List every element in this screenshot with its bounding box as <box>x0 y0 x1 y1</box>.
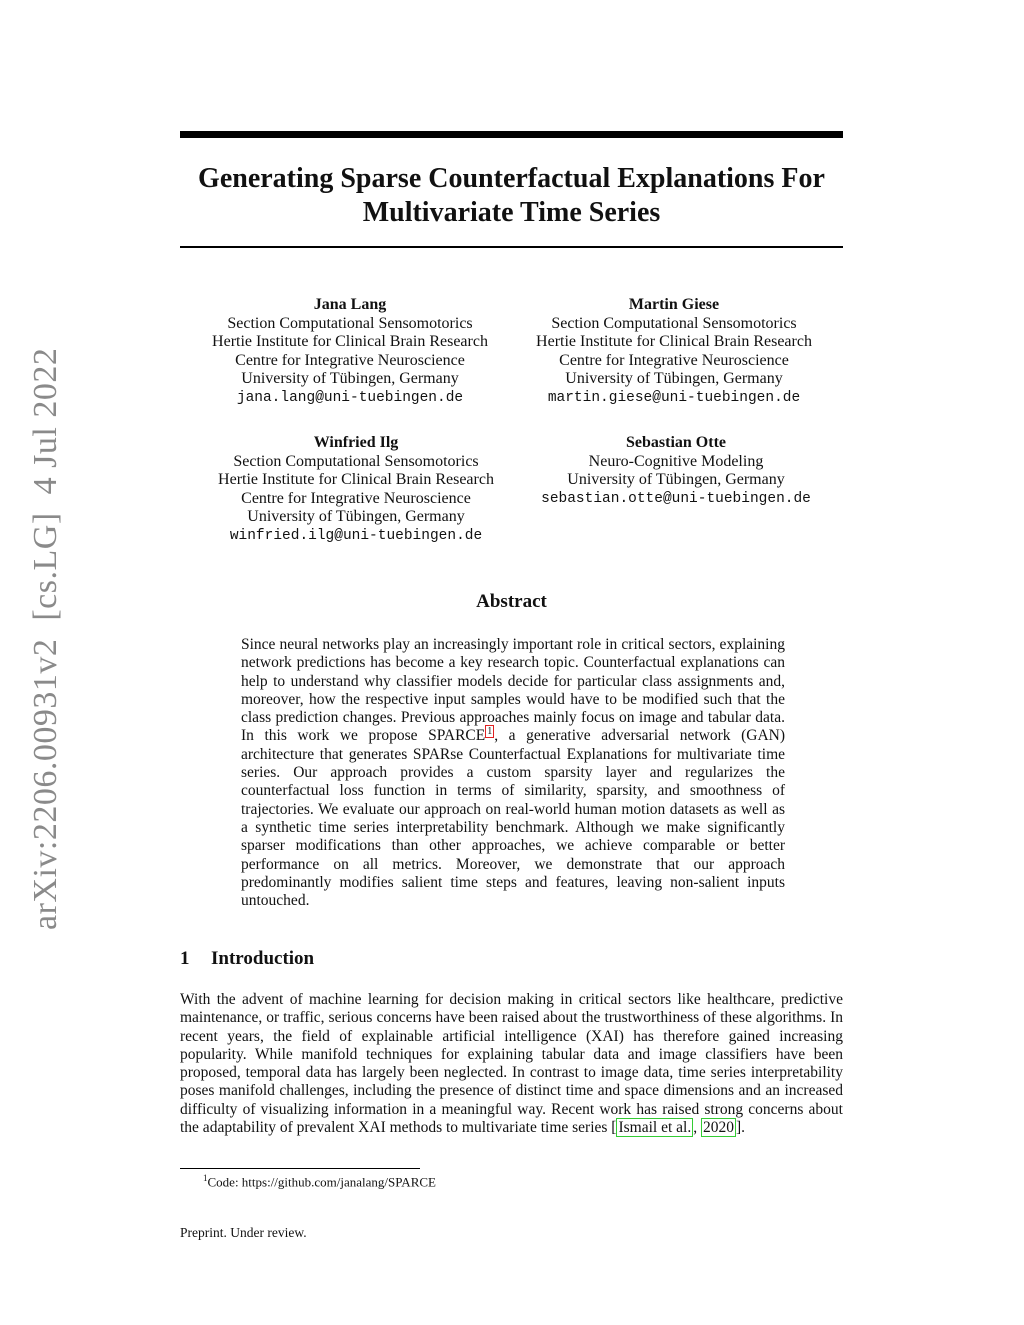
author-block-jana-lang <box>190 296 510 407</box>
intro-text: With the advent of machine learning for decision making in critical sectors like healthcare, predictive maintenance, or traffic, serious concerns have been raised about the trustworthiness of these algorithms. In recent years, the field of explainable artificial intelligence (XAI) has therefore gained increasing popularity. While manifold techniques for explaining tabular data and image classifiers have been proposed, temporal data has largely been neglected. In contrast to image data, time series interpretability poses manifold challenges, including the presence of distinct time and space dimensions and an increased difficulty of visualizing information in a meaningful way. Recent work has raised strong concerns about the adaptability of prevalent XAI methods to multivariate time series <box>180 991 843 1137</box>
author-affiliation: University of Tübingen, Germany <box>241 370 459 387</box>
author-email[interactable]: sebastian.otte@uni-tuebingen.de <box>541 490 811 507</box>
section-heading-introduction <box>180 948 314 970</box>
author-affiliation: Hertie Institute for Clinical Brain Research <box>218 471 494 488</box>
footnote-link[interactable]: 1 <box>487 726 493 738</box>
author-affiliation: University of Tübingen, Germany <box>565 370 783 387</box>
author-affiliation: Section Computational Sensomotorics <box>233 452 479 470</box>
author-block-martin-giese <box>514 296 834 407</box>
author-name: Martin Giese <box>628 296 720 313</box>
author-affiliation: Centre for Integrative Neuroscience <box>241 489 471 507</box>
abstract-text-part-1: Since neural networks play an increasingly important role in critical sectors, explaining network predictions has become a key research topic. Counterfactual explanations can help to understand why classifier models decide for particular class assignments and, moreover, how the respective input samples would have to be modified such that the class prediction changes. Previous approaches mainly focus on image and tabular data. In this work we propose SPARCE <box>241 636 785 745</box>
author-email[interactable]: jana.lang@uni-tuebingen.de <box>236 389 464 406</box>
author-affiliation: Centre for Integrative Neuroscience <box>559 351 789 369</box>
preprint-note: Preprint. Under review. <box>180 1225 307 1240</box>
citation-link-year[interactable]: 2020 <box>702 1119 734 1137</box>
footnote-number: 1 <box>203 1173 208 1183</box>
section-title: Introduction <box>211 948 315 969</box>
author-name: Winfried Ilg <box>313 434 399 451</box>
citation-open-bracket: [ <box>611 1119 617 1137</box>
author-affiliation: University of Tübingen, Germany <box>567 471 785 488</box>
abstract-text-part-2: , a generative adversarial network (GAN) architecture that generates SPARse Counterfactual Explanations for multivariate time series. Our approach provides a custom sparsity layer and regularizes the counterfactual loss function in terms of similarity, sparsity, and smoothness of trajectories. We evaluate our approach on real-world human motion datasets as well as a synthetic time series interpretability benchmark. Although we make significantly sparser modifications than other approaches, we achieve comparable or better performance on all metrics. Moreover, we demonstrate that our approach predominantly modifies salient time steps and features, leaving non-salient inputs untouched. <box>241 727 786 910</box>
title-bottom-rule <box>180 246 843 248</box>
arxiv-identifier-stamp: arXiv:2206.00931v2 [cs.LG] 4 Jul 2022 <box>27 347 64 930</box>
author-block-sebastian-otte <box>516 434 836 508</box>
title-line-1: Generating Sparse Counterfactual Explanations For <box>198 163 825 194</box>
citation-link-author[interactable]: Ismail et al. <box>618 1119 692 1137</box>
abstract-heading: Abstract <box>476 591 547 612</box>
author-affiliation: Hertie Institute for Clinical Brain Research <box>536 333 812 350</box>
author-affiliation: Section Computational Sensomotorics <box>227 314 473 332</box>
author-email[interactable]: martin.giese@uni-tuebingen.de <box>547 389 801 406</box>
author-affiliation: Neuro-Cognitive Modeling <box>588 452 764 470</box>
footnote <box>203 1173 436 1190</box>
author-affiliation: Centre for Integrative Neuroscience <box>235 351 465 369</box>
author-name: Jana Lang <box>313 296 387 313</box>
footnote-text: Code: https://github.com/janalang/SPARCE <box>207 1174 436 1190</box>
paper-title <box>180 162 843 230</box>
author-name: Sebastian Otte <box>626 434 726 451</box>
author-affiliation: Hertie Institute for Clinical Brain Research <box>212 333 488 350</box>
abstract-body <box>241 636 785 910</box>
title-top-rule <box>180 131 843 138</box>
citation-separator: , <box>693 1119 701 1137</box>
footnote-rule <box>180 1168 420 1169</box>
citation-close-bracket: ]. <box>735 1119 746 1137</box>
author-email[interactable]: winfried.ilg@uni-tuebingen.de <box>229 527 483 544</box>
author-block-winfried-ilg <box>196 434 516 545</box>
section-number: 1 <box>180 948 190 969</box>
title-line-2: Multivariate Time Series <box>362 197 661 228</box>
introduction-paragraph <box>180 991 843 1137</box>
author-affiliation: Section Computational Sensomotorics <box>551 314 797 332</box>
author-affiliation: University of Tübingen, Germany <box>247 508 465 525</box>
